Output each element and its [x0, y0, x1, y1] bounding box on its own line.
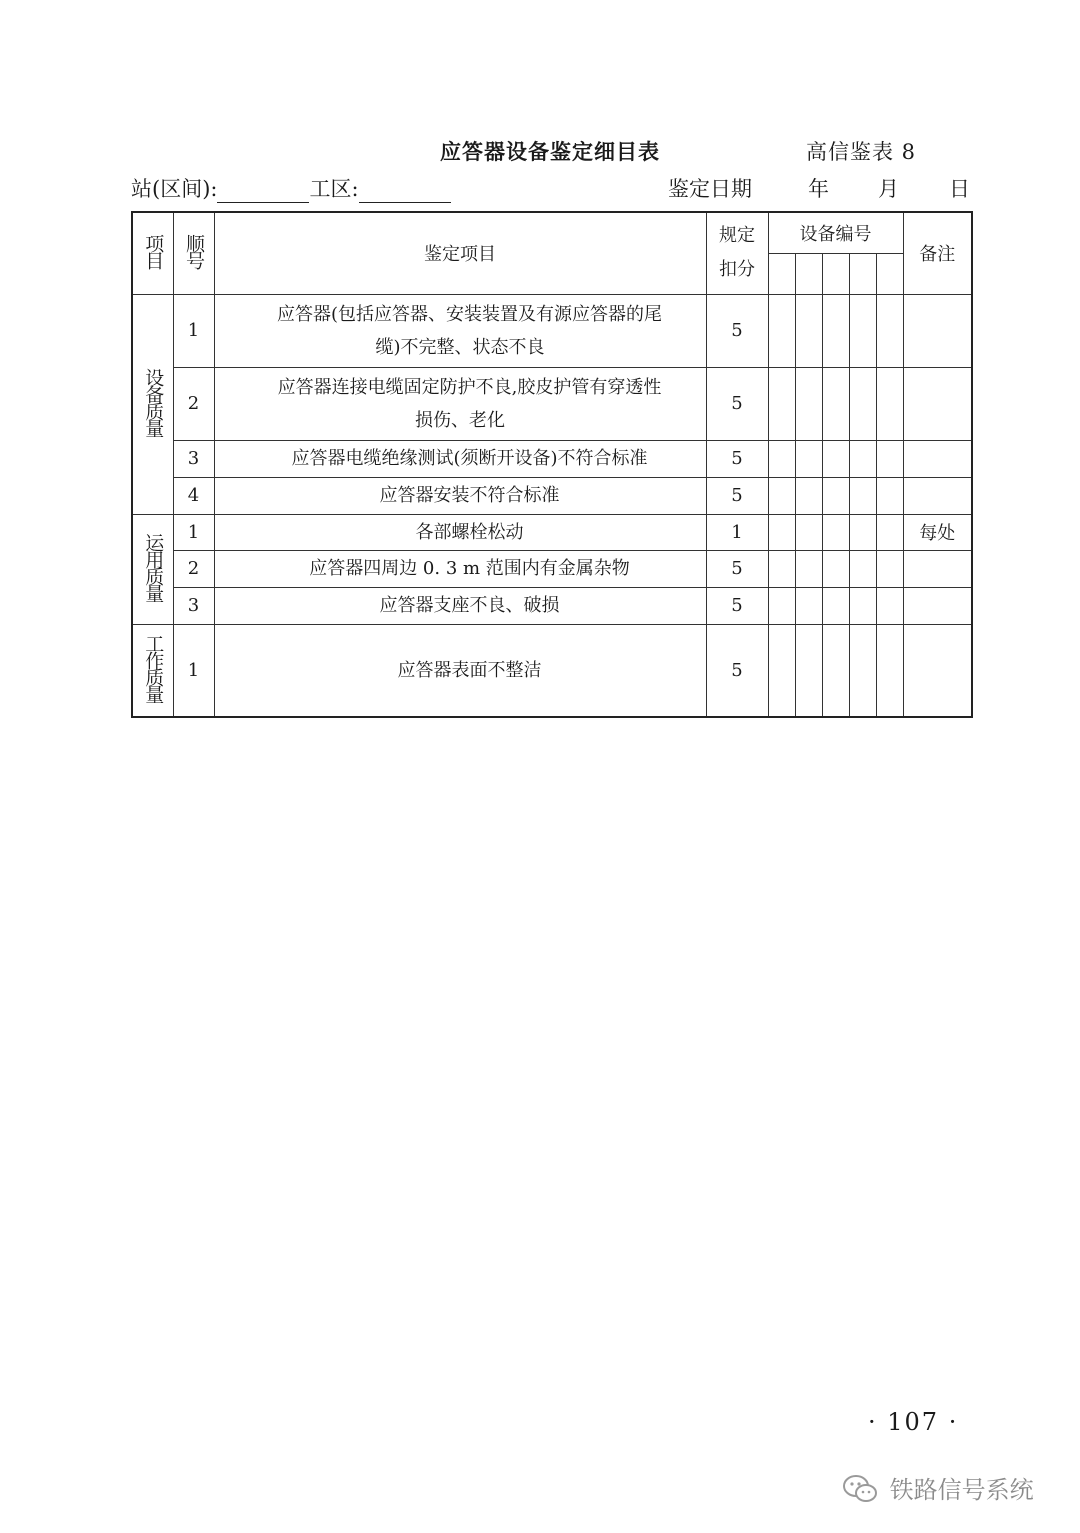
device-cell[interactable]: [849, 587, 876, 624]
item-cell: 应答器支座不良、破损: [214, 587, 706, 624]
deduction-cell: 5: [706, 294, 768, 367]
work-area-label: 工区:: [309, 177, 359, 201]
watermark: [842, 1470, 1034, 1505]
page-number: · 107 ·: [868, 1408, 959, 1436]
deduction-cell: 5: [706, 477, 768, 514]
item-cell: 应答器表面不整洁: [214, 624, 706, 717]
station-field: [131, 173, 451, 203]
seq-cell: 2: [173, 367, 214, 440]
header-device-no: 设备编号: [768, 212, 903, 253]
item-cell: 应答器(包括应答器、安装装置及有源应答器的尾 缆)不完整、状态不良: [214, 294, 706, 367]
remark-cell: [903, 367, 972, 440]
header-remark: 备注: [903, 212, 972, 294]
device-cell[interactable]: [849, 367, 876, 440]
table-row: [132, 624, 972, 717]
device-cell[interactable]: [822, 294, 849, 367]
device-cell[interactable]: [822, 440, 849, 477]
remark-cell: [903, 624, 972, 717]
station-blank[interactable]: [217, 180, 309, 203]
category-cell: 工作质量: [132, 624, 173, 717]
table-row: [132, 587, 972, 624]
device-cell[interactable]: [876, 440, 903, 477]
seq-cell: 3: [173, 440, 214, 477]
device-cell[interactable]: [876, 294, 903, 367]
table-header-row: [132, 212, 972, 253]
device-cell[interactable]: [849, 550, 876, 587]
device-cell[interactable]: [795, 624, 822, 717]
deduction-cell: 5: [706, 550, 768, 587]
device-cell[interactable]: [795, 514, 822, 550]
month-label: 月: [878, 177, 899, 201]
table-row: [132, 514, 972, 550]
device-cell[interactable]: [876, 550, 903, 587]
year-label: 年: [808, 177, 829, 201]
device-no-col[interactable]: [876, 253, 903, 294]
device-cell[interactable]: [849, 440, 876, 477]
device-cell[interactable]: [795, 587, 822, 624]
device-cell[interactable]: [795, 367, 822, 440]
header-deduction: 规定扣分: [706, 212, 768, 294]
device-cell[interactable]: [768, 514, 795, 550]
item-cell: 各部螺栓松动: [214, 514, 706, 550]
date-label: 鉴定日期: [668, 177, 752, 201]
device-cell[interactable]: [876, 587, 903, 624]
device-cell[interactable]: [849, 514, 876, 550]
header-seq: 顺号: [173, 212, 214, 294]
device-cell[interactable]: [768, 477, 795, 514]
work-area-blank[interactable]: [359, 180, 451, 203]
deduction-cell: 1: [706, 514, 768, 550]
device-cell[interactable]: [795, 440, 822, 477]
remark-cell: [903, 294, 972, 367]
device-no-col[interactable]: [822, 253, 849, 294]
device-cell[interactable]: [768, 367, 795, 440]
device-cell[interactable]: [822, 367, 849, 440]
remark-cell: [903, 550, 972, 587]
device-cell[interactable]: [768, 550, 795, 587]
item-cell: 应答器电缆绝缘测试(须断开设备)不符合标准: [214, 440, 706, 477]
seq-cell: 2: [173, 550, 214, 587]
device-cell[interactable]: [876, 514, 903, 550]
device-cell[interactable]: [768, 587, 795, 624]
device-no-col[interactable]: [795, 253, 822, 294]
device-cell[interactable]: [849, 624, 876, 717]
seq-cell: 3: [173, 587, 214, 624]
device-cell[interactable]: [822, 477, 849, 514]
header-item: 鉴定项目: [214, 212, 706, 294]
table-row: [132, 550, 972, 587]
deduction-cell: 5: [706, 440, 768, 477]
page-title: 应答器设备鉴定细目表: [440, 140, 660, 164]
deduction-cell: 5: [706, 367, 768, 440]
item-cell: 应答器安装不符合标准: [214, 477, 706, 514]
device-cell[interactable]: [795, 294, 822, 367]
deduction-cell: 5: [706, 624, 768, 717]
device-cell[interactable]: [876, 477, 903, 514]
device-cell[interactable]: [876, 367, 903, 440]
device-cell[interactable]: [795, 550, 822, 587]
table-row: [132, 294, 972, 367]
remark-cell: [903, 587, 972, 624]
remark-cell: [903, 477, 972, 514]
device-cell[interactable]: [768, 440, 795, 477]
table-row: [132, 440, 972, 477]
device-no-col[interactable]: [768, 253, 795, 294]
item-cell: 应答器连接电缆固定防护不良,胶皮护管有穿透性 损伤、老化: [214, 367, 706, 440]
device-cell[interactable]: [768, 294, 795, 367]
device-no-col[interactable]: [849, 253, 876, 294]
seq-cell: 1: [173, 514, 214, 550]
form-code: 高信鉴表 8: [806, 140, 917, 164]
device-cell[interactable]: [822, 514, 849, 550]
device-cell[interactable]: [849, 294, 876, 367]
remark-cell: [903, 440, 972, 477]
device-cell[interactable]: [849, 477, 876, 514]
device-cell[interactable]: [822, 550, 849, 587]
device-cell[interactable]: [822, 587, 849, 624]
category-cell: 设备质量: [132, 294, 173, 514]
wechat-icon: [842, 1476, 890, 1504]
table-row: [132, 477, 972, 514]
header-category: 项目: [132, 212, 173, 294]
category-cell: 运用质量: [132, 514, 173, 624]
item-cell: 应答器四周边 0. 3 m 范围内有金属杂物: [214, 550, 706, 587]
remark-cell: 每处: [903, 514, 972, 550]
device-cell[interactable]: [768, 624, 795, 717]
watermark-text: 铁路信号系统: [889, 1476, 1034, 1504]
seq-cell: 4: [173, 477, 214, 514]
table-row: [132, 367, 972, 440]
inspection-table: [131, 211, 973, 718]
seq-cell: 1: [173, 624, 214, 717]
device-cell[interactable]: [876, 624, 903, 717]
deduction-cell: 5: [706, 587, 768, 624]
station-label: 站(区间):: [131, 177, 218, 201]
device-cell[interactable]: [822, 624, 849, 717]
seq-cell: 1: [173, 294, 214, 367]
day-label: 日: [949, 177, 970, 201]
device-cell[interactable]: [795, 477, 822, 514]
